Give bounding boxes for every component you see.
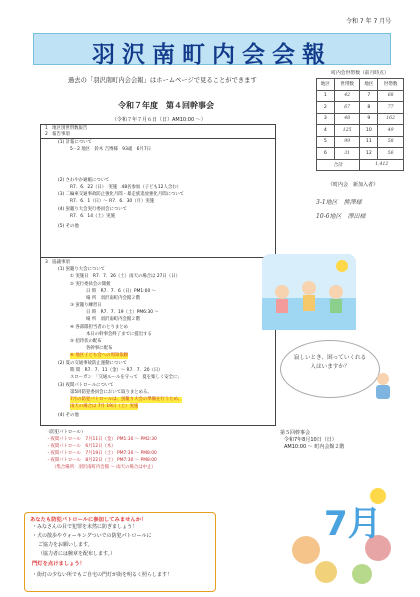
divider [40,257,276,258]
agenda-line: R7．6．22（日） 実施 48名参加（子ども12人含む） [70,185,182,190]
stats-cell: 99 [334,136,360,148]
stats-cell: 3 [317,113,335,125]
stats-row [317,148,404,160]
pool-scene-icon [262,254,356,330]
agenda-line: スローガン 「交通ルールを守って 夏を楽しく安全に」 [70,375,182,380]
agenda-line: (4) 蛍籠り大会実行委員会について [58,207,127,212]
agenda-line: 第5回防犯委員会において取りまとめる。 [70,390,152,395]
stats-cell: 56 [378,148,404,160]
patrol-schedule-line: ・夜間パトロール 8月22日（土） PM7:30 ～ PM8:00 [46,458,157,463]
next-meeting-place: AM10:00 ～ 町内会館２階 [284,444,345,450]
patrol-line: ・街灯の少ない所でもご自宅の門灯が街を明るく照らします！ [32,572,173,578]
next-meeting-title: 第５回幹事会 [280,430,311,436]
stats-cell: 125 [334,125,360,137]
stats-header: 世帯数 [378,79,404,91]
patrol-line: ご協力をお願いします。 [38,542,93,548]
new-member-line: 3-1地区 熊澤様 [316,199,362,206]
agenda-line: ① 実施日 R7．7．26（土）雨天の場合は 27日（日） [70,274,180,279]
stats-cell: 42 [334,90,360,102]
stats-row [317,90,404,102]
stats-caption: 町内会世帯数（前月時点） [331,71,389,76]
stats-grid [316,78,404,171]
stats-total-label: 合計 [317,159,360,171]
stats-row [317,136,404,148]
agenda-line: ④ 各部隊担当者のとりまとめ [70,325,129,330]
agenda-line: (4) その他 [58,413,79,418]
agenda-line: 期 間 R7．7．11（金）～ R7．7．20（日） [70,368,163,373]
patrol-schedule-line: ・夜間パトロール 6月12日（木） [46,444,116,449]
person-icon [372,372,394,400]
agenda-line: ⑤ 招待状の配布 [70,339,102,344]
patrol-line: （協力者には腕章を配布します。） [38,551,116,557]
stats-cell: 4 [317,125,335,137]
agenda-line: (3) 夜間パトロールについて [58,383,114,388]
newsletter-title: 羽沢南町内会会報 [92,41,332,68]
agenda-line: 場 所 羽沢南町内会館２階 [86,317,141,322]
agenda-line: (3) 二輪車交通事故防止強化月間・暴走族追放強化月間について [58,192,185,197]
stats-cell: 68 [378,90,404,102]
stats-cell: 48 [334,113,360,125]
stats-cell: 8 [360,102,378,114]
person-illustration [372,372,394,400]
stats-total-row [317,159,404,171]
stats-cell: 5 [317,136,335,148]
highlighted-agenda-line: 雨天の場合は 7月 19日（土）実施 [70,404,139,409]
patrol-schedule-line: ・夜間パトロール 7月11日（金） PM1:30 ～ PM2:30 [46,437,157,442]
agenda-line: (5) その他 [58,224,79,229]
agenda-line: 5－2 地区 鈴木 吉博様 93歳 6月7日 [70,147,152,152]
stats-cell: 7 [360,90,378,102]
agenda-line: 本日の幹事会終了までに提出する [86,332,152,337]
stats-cell: 9 [360,113,378,125]
agenda-line: 3 協議事項 [45,260,70,265]
stats-header: 地区 [360,79,378,91]
agenda-line: 場 所 羽沢南町内会館２階 [86,296,141,301]
highlighted-agenda-line: ⑥ 地区子ども会への周知依頼 [70,353,129,358]
stats-cell: 1 [317,90,335,102]
agenda-line: 日 時 R7．7．6（日）PM1:00 ～ [86,289,157,294]
stats-cell: 6 [317,148,335,160]
minutes-date: （令和７年７月６日（日）AM10:00 ～） [112,117,206,123]
agenda-line: 各幹事に配布 [86,346,113,351]
speech-bubble [280,340,380,398]
stats-cell: 10 [360,125,378,137]
stats-row [317,102,404,114]
agenda-line: (2) さわやか通帳について [58,178,110,183]
patrol-recruit-title: あなたも防犯パトロールに参加してみませんか！ [30,517,147,523]
stats-cell: 58 [378,136,404,148]
july-illustration [286,482,396,588]
stats-row [317,113,404,125]
next-meeting-date: 令和7年8月10日（日） [284,437,337,443]
agenda-line: ② 実行委員会の開催 [70,282,111,287]
stats-cell: 49 [378,125,404,137]
agenda-line: R7．6．1（日）～ R7．6．30（月）実施 [70,199,155,204]
patrol-schedule-line: ・夜間パトロール 7月19日（土） PM7:30 ～ PM8:00 [46,451,157,456]
bubble-line: 人はいますか？ [310,364,350,370]
divider [40,138,276,139]
stats-cell: 162 [378,113,404,125]
stats-cell: 67 [334,102,360,114]
agenda-line: ③ 蛍籠り練習日 [70,303,102,308]
stats-cell: 11 [360,136,378,148]
stats-cell: 12 [360,148,378,160]
patrol-schedule-title: （防犯パトロール） [46,430,86,435]
stats-total-value: 1,412 [360,159,404,171]
agenda-line: (2) 夏の交通事故防止運動について [58,361,127,366]
agenda-line: 1 地区別世帯数報告 [45,126,88,131]
stats-cell: 2 [317,102,335,114]
agenda-line: R7．6．14（土）実施 [70,214,115,219]
agenda-line: 2 報告事項 [45,132,70,137]
patrol-line-heading: 門灯を点けましょう！ [32,561,85,567]
month-badge: 7月 [324,504,382,544]
agenda-line: (1) 計報について [58,140,92,145]
issue-label: 令和 7 年 7 月号 [346,18,392,25]
highlighted-agenda-line: 7月の防犯パトロールは、蛍籠り大会の準備を行うため、 [70,397,183,402]
website-notice: 過去の「羽沢南町内会会報」はホームページで見ることができます [68,77,257,84]
stats-cell: 31 [334,148,360,160]
bubble-line: 寂しいとき、困っていくれる [293,355,367,361]
agenda-line: (1) 蛍籠り大会について [58,267,106,272]
minutes-title: 令和７年度 第４回幹事会 [118,101,214,110]
newsletter-title-band [33,33,391,68]
stats-row [317,125,404,137]
kids-at-pool-illustration [262,254,356,330]
agenda-line: 日 時 R7．7．19（土）PM6:30 ～ [86,310,159,315]
patrol-line: ・犬の散歩やウォーキングついでの防犯パトロールに [32,533,152,539]
patrol-schedule-line: （集合場所：羽沢南町内会館 ～ 雨天の場合は中止） [52,465,156,470]
stats-header: 世帯数 [334,79,360,91]
stats-header: 地区 [317,79,335,91]
stats-cell: 77 [378,102,404,114]
new-members-title: 《町内会 新加入者》 [328,182,379,188]
new-member-line: 10-6地区 澤田様 [316,213,366,220]
household-stats-table [316,69,404,171]
patrol-line: ・みなさんの目で犯罪を未然に防ぎましょう！ [32,524,138,530]
